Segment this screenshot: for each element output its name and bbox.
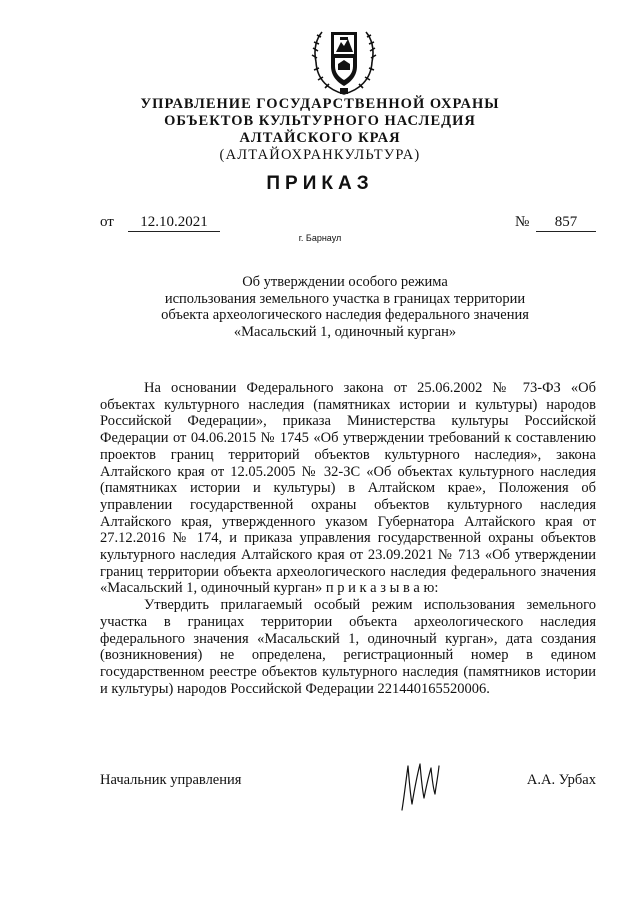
document-body	[100, 380, 596, 697]
org-name-line-3: АЛТАЙСКОГО КРАЯ	[239, 130, 401, 146]
document-title: ПРИКАЗ	[266, 173, 374, 194]
coat-of-arms-icon	[307, 24, 381, 98]
signatory-name: А.А. Урбах	[526, 772, 596, 788]
number-label: №	[515, 214, 530, 230]
signatory-position: Начальник управления	[100, 772, 242, 788]
document-date: 12.10.2021	[128, 214, 220, 232]
body-paragraph-1: На основании Федерального закона от 25.06.2002 № 73-ФЗ «Об объектах культурного наследия (памятниках истории и культуры) народов Российской Федерации», приказа Министерства культуры Российской Федерации от 04.06.2015 № 1745 «Об утверждении требований к составлению проектов границ территорий объектов культурного наследия», закона Алтайского края от 12.05.2005 № 32-ЗС «Об объектах культурного наследия (памятниках истории и культуры) в Алтайском крае», Положения об управлении государственной охраны объектов культурного наследия Алтайского края, утвержденного указом Губернатора Алтайского края от 27.12.2016 № 174, и приказа управления государственной охраны объектов культурного наследия Алтайского края от 23.09.2021 № 713 «Об утверждении границ территории объекта археологического наследия федерального значения «Масальский 1, одиночный курган» п р и к а з ы в а ю:	[100, 380, 596, 597]
subject-line-1: Об утверждении особого режима	[242, 274, 448, 290]
city-label: г. Барнаул	[298, 233, 342, 243]
subject-line-4: «Масальский 1, одиночный курган»	[233, 323, 457, 340]
document-number: 857	[536, 214, 596, 232]
body-paragraph-2: Утвердить прилагаемый особый режим использования земельного участка в границах территории объекта археологического наследия федерального значения «Масальский 1, одиночный курган», дата создания (возникновения) не определена, регистрационный номер в едином государственном реестре объектов культурного наследия (памятников истории и культуры) народов Российской Федерации 221440165520006.	[100, 597, 596, 697]
handwritten-signature	[398, 758, 442, 818]
document-subject	[80, 274, 610, 340]
organization-name	[0, 96, 640, 164]
org-short-name: (АЛТАЙОХРАНКУЛЬТУРА)	[219, 147, 421, 163]
org-name-line-2: ОБЪЕКТОВ КУЛЬТУРНОГО НАСЛЕДИЯ	[164, 113, 476, 129]
subject-line-3: объекта археологического наследия федерального значения	[161, 307, 529, 323]
date-label: от	[100, 214, 114, 230]
subject-line-2: использования земельного участка в границах территории	[164, 290, 526, 307]
org-name-line-1: УПРАВЛЕНИЕ ГОСУДАРСТВЕННОЙ ОХРАНЫ	[140, 96, 500, 112]
